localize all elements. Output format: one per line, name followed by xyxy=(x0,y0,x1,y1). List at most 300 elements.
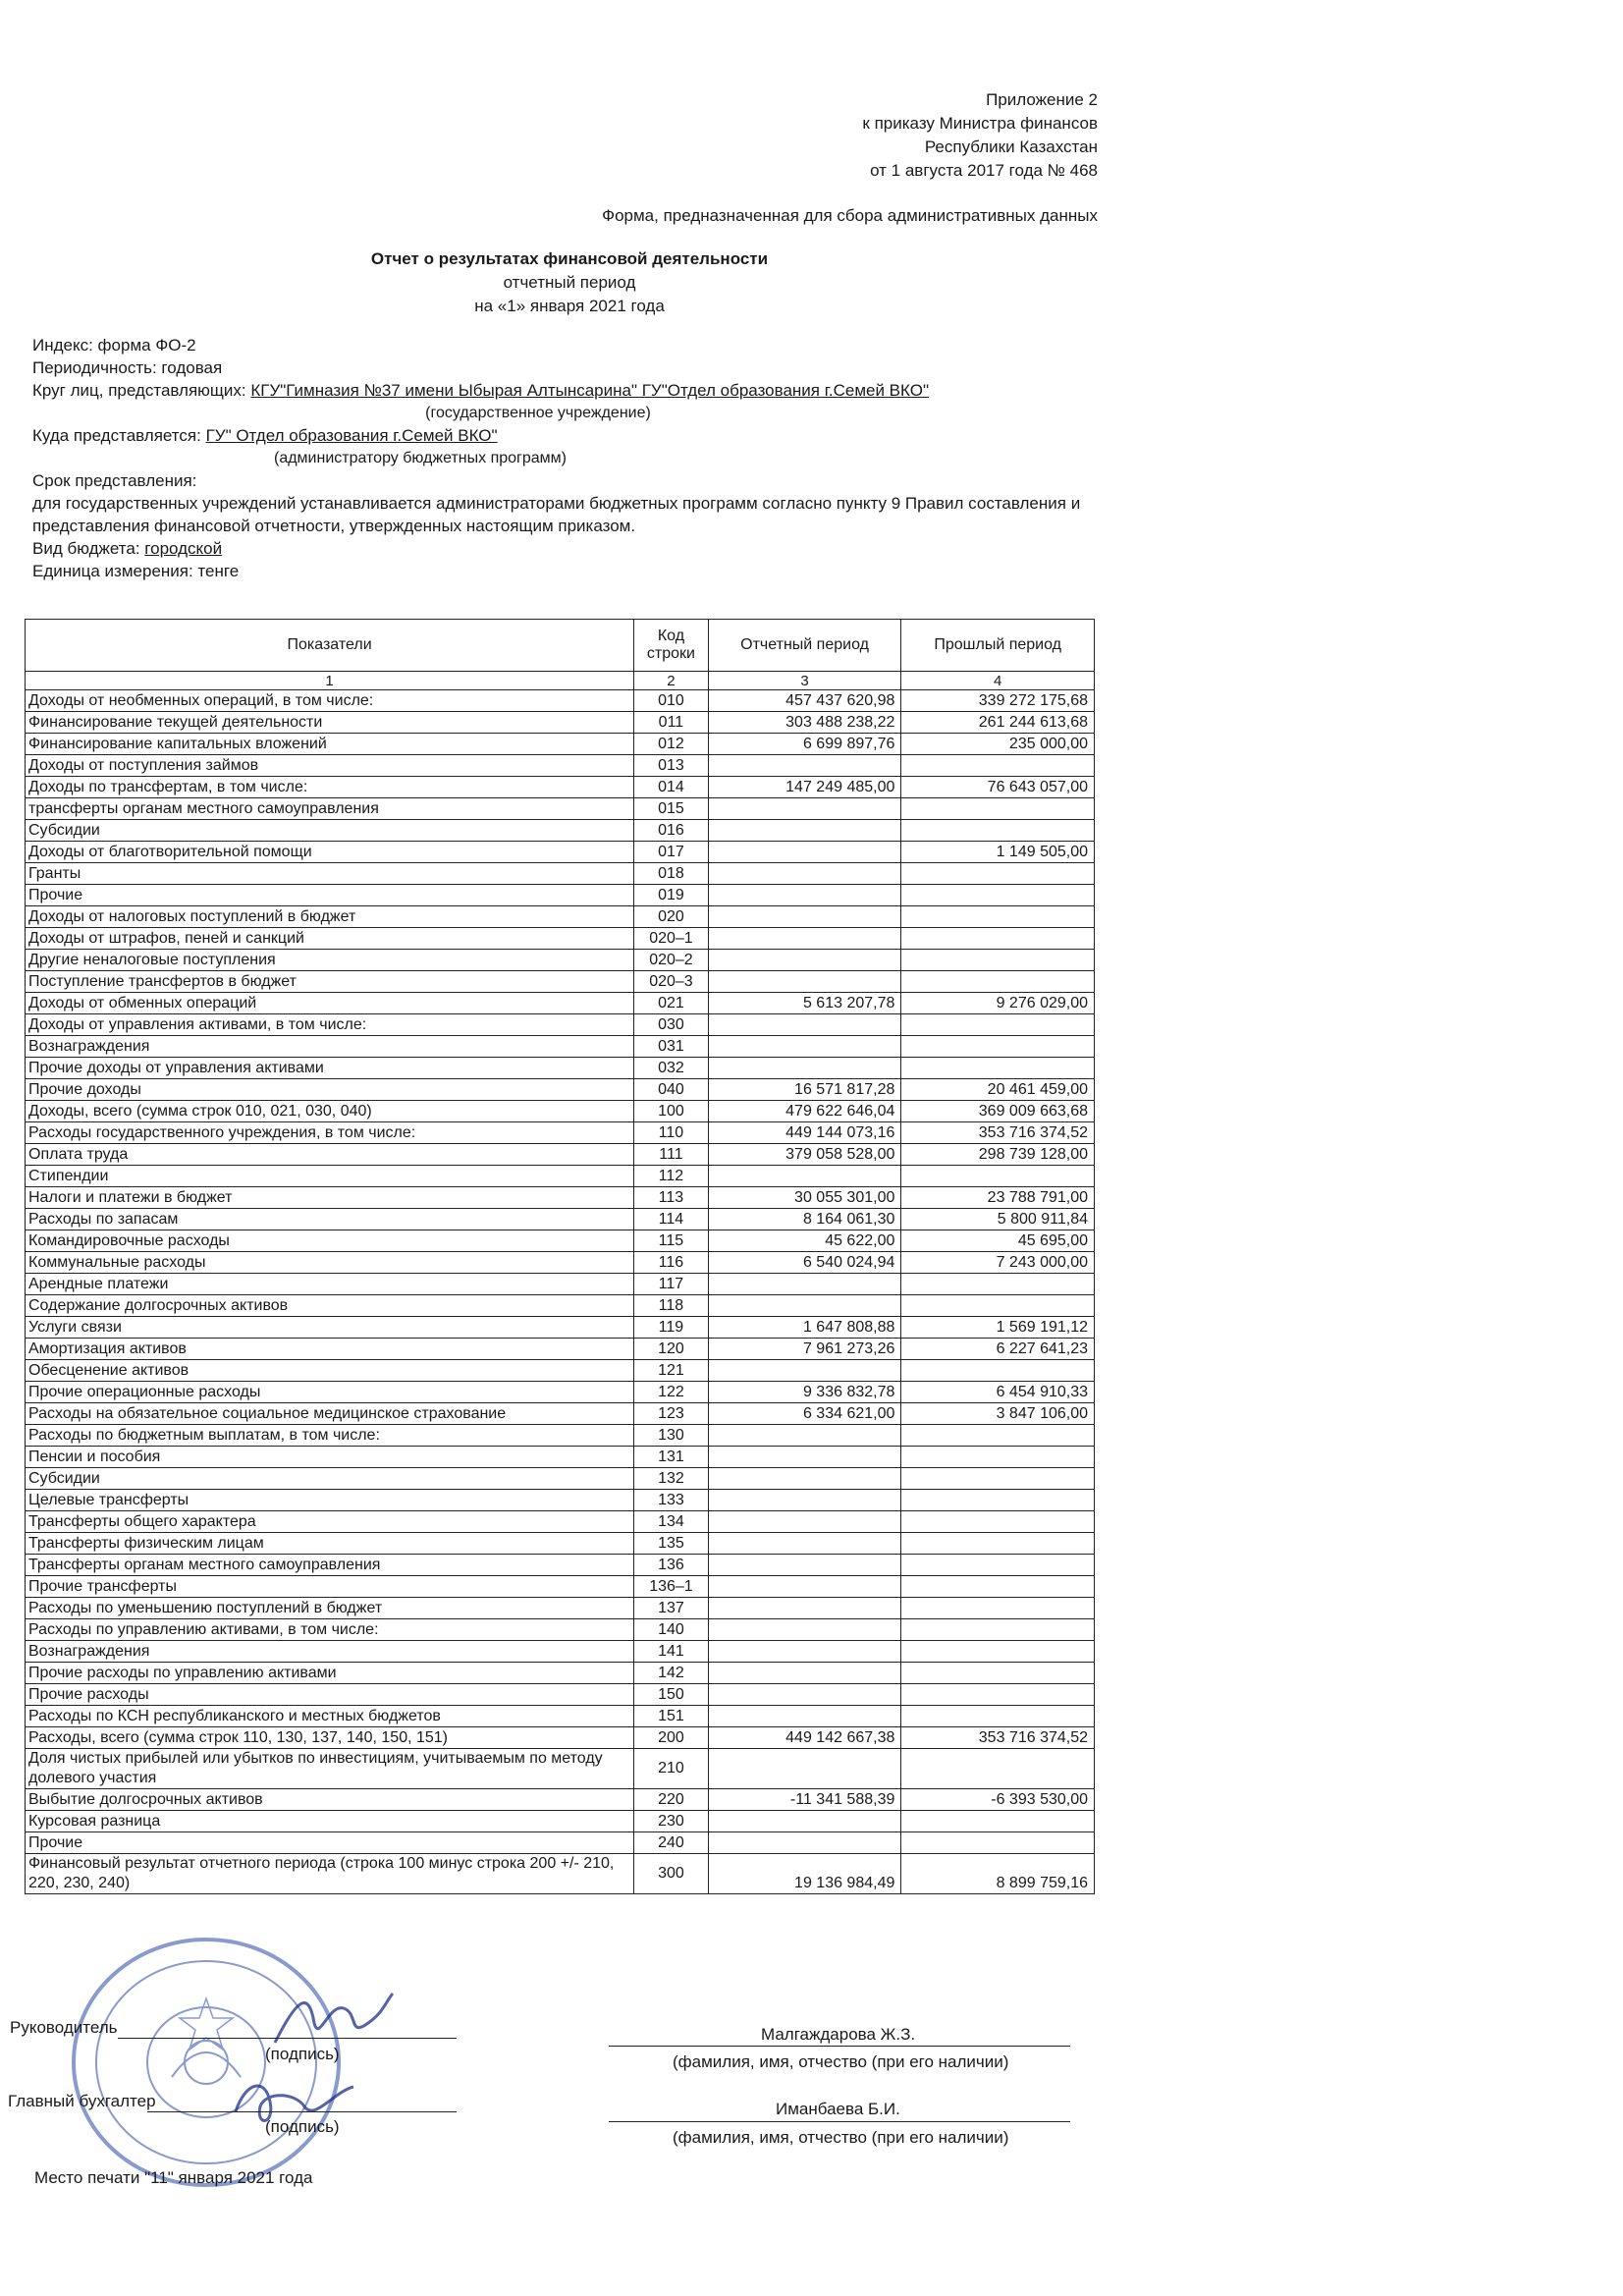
current-period-cell xyxy=(708,1619,901,1641)
current-period-cell xyxy=(708,1598,901,1619)
code-cell: 122 xyxy=(634,1382,709,1403)
previous-period-cell xyxy=(901,1749,1095,1789)
indicator-cell: Гранты xyxy=(26,863,634,885)
indicator-cell: Стипендии xyxy=(26,1166,634,1187)
code-cell: 136 xyxy=(634,1555,709,1576)
table-row xyxy=(26,1832,1095,1854)
current-period-cell xyxy=(708,798,901,820)
head-fio-note: (фамилия, имя, отчество (при его наличии) xyxy=(673,2052,1009,2071)
current-period-cell xyxy=(708,1533,901,1555)
current-period-cell xyxy=(708,1811,901,1832)
current-period-cell: 6 699 897,76 xyxy=(708,734,901,755)
code-cell: 032 xyxy=(634,1058,709,1079)
meta-circle-value: КГУ"Гимназия №37 имени Ыбырая Алтынсарина" ГУ"Отдел образования г.Семей ВКО" xyxy=(250,381,929,400)
code-cell: 017 xyxy=(634,842,709,863)
table-colnum-row xyxy=(26,672,1095,690)
indicator-cell: Трансферты физическим лицам xyxy=(26,1533,634,1555)
meta-circle-note: (государственное учреждение) xyxy=(425,405,651,421)
table-row xyxy=(26,1122,1095,1144)
previous-period-cell xyxy=(901,863,1095,885)
indicator-cell: Доходы от поступления займов xyxy=(26,755,634,777)
code-cell: 132 xyxy=(634,1468,709,1490)
meta-circle-label: Круг лиц, представляющих: xyxy=(32,381,251,400)
meta-budget xyxy=(32,537,1103,560)
current-period-cell: 147 249 485,00 xyxy=(708,777,901,798)
meta-unit: Единица измерения: тенге xyxy=(32,562,240,580)
table-row xyxy=(26,1144,1095,1166)
current-period-cell xyxy=(708,1511,901,1533)
current-period-cell: 479 622 646,04 xyxy=(708,1101,901,1122)
code-cell: 010 xyxy=(634,690,709,712)
previous-period-cell xyxy=(901,1468,1095,1490)
current-period-cell xyxy=(708,1555,901,1576)
indicator-cell: Прочие xyxy=(26,1832,634,1854)
code-cell: 123 xyxy=(634,1403,709,1425)
table-row xyxy=(26,1317,1095,1339)
table-row xyxy=(26,971,1095,993)
code-cell: 114 xyxy=(634,1209,709,1230)
current-period-cell: 6 540 024,94 xyxy=(708,1252,901,1274)
current-period-cell: 19 136 984,49 xyxy=(708,1854,901,1894)
code-cell: 020 xyxy=(634,906,709,928)
indicator-cell: Доходы от необменных операций, в том числе: xyxy=(26,690,634,712)
report-title: Отчет о результатах финансовой деятельности xyxy=(370,249,769,268)
current-period-cell xyxy=(708,928,901,950)
code-cell: 014 xyxy=(634,777,709,798)
table-row xyxy=(26,950,1095,971)
indicator-cell: Прочие расходы xyxy=(26,1684,634,1706)
previous-period-cell: 353 716 374,52 xyxy=(901,1727,1095,1749)
previous-period-cell: 339 272 175,68 xyxy=(901,690,1095,712)
current-period-cell xyxy=(708,1641,901,1663)
previous-period-cell: 3 847 106,00 xyxy=(901,1403,1095,1425)
current-period-cell xyxy=(708,950,901,971)
table-row xyxy=(26,1425,1095,1447)
table-row xyxy=(26,777,1095,798)
meta-where-label: Куда представляется: xyxy=(32,426,206,445)
table-row xyxy=(26,1555,1095,1576)
code-cell: 118 xyxy=(634,1295,709,1317)
indicator-cell: Обесценение активов xyxy=(26,1360,634,1382)
indicator-cell: Выбытие долгосрочных активов xyxy=(26,1789,634,1811)
previous-period-cell: 6 454 910,33 xyxy=(901,1382,1095,1403)
table-row xyxy=(26,820,1095,842)
current-period-cell: 449 144 073,16 xyxy=(708,1122,901,1144)
indicator-cell: Пенсии и пособия xyxy=(26,1447,634,1468)
table-row xyxy=(26,734,1095,755)
code-cell: 016 xyxy=(634,820,709,842)
meta-periodicity: Периодичность: годовая xyxy=(32,358,223,377)
indicator-cell: Арендные платежи xyxy=(26,1274,634,1295)
table-row xyxy=(26,1339,1095,1360)
table-header-row xyxy=(26,620,1095,672)
current-period-cell: 1 647 808,88 xyxy=(708,1317,901,1339)
code-cell: 230 xyxy=(634,1811,709,1832)
previous-period-cell: 8 899 759,16 xyxy=(901,1854,1095,1894)
appendix-header xyxy=(862,88,1098,183)
code-cell: 151 xyxy=(634,1706,709,1727)
indicator-cell: Прочие доходы xyxy=(26,1079,634,1101)
current-period-cell: 7 961 273,26 xyxy=(708,1339,901,1360)
indicator-cell: Содержание долгосрочных активов xyxy=(26,1295,634,1317)
meta-where-value: ГУ" Отдел образования г.Семей ВКО" xyxy=(205,426,498,445)
current-period-cell: -11 341 588,39 xyxy=(708,1789,901,1811)
indicator-cell: Командировочные расходы xyxy=(26,1230,634,1252)
indicator-cell: Коммунальные расходы xyxy=(26,1252,634,1274)
table-row xyxy=(26,1252,1095,1274)
current-period-cell xyxy=(708,1058,901,1079)
indicator-cell: Поступление трансфертов в бюджет xyxy=(26,971,634,993)
accountant-sign-line xyxy=(147,2111,457,2112)
table-row xyxy=(26,1854,1095,1894)
table-row xyxy=(26,863,1095,885)
head-sign-line xyxy=(118,2038,457,2039)
table-row xyxy=(26,1641,1095,1663)
previous-period-cell xyxy=(901,1706,1095,1727)
previous-period-cell: 369 009 663,68 xyxy=(901,1101,1095,1122)
accountant-label: Главный бухгалтер xyxy=(8,2092,156,2110)
current-period-cell: 6 334 621,00 xyxy=(708,1403,901,1425)
code-cell: 100 xyxy=(634,1101,709,1122)
previous-period-cell xyxy=(901,1832,1095,1854)
table-row xyxy=(26,1274,1095,1295)
indicator-cell: Амортизация активов xyxy=(26,1339,634,1360)
appendix-line: Республики Казахстан xyxy=(924,137,1098,156)
previous-period-cell xyxy=(901,1425,1095,1447)
current-period-cell xyxy=(708,971,901,993)
code-cell: 150 xyxy=(634,1684,709,1706)
previous-period-cell xyxy=(901,950,1095,971)
table-row xyxy=(26,1468,1095,1490)
current-period-cell: 449 142 667,38 xyxy=(708,1727,901,1749)
table-row xyxy=(26,1230,1095,1252)
code-cell: 120 xyxy=(634,1339,709,1360)
code-cell: 133 xyxy=(634,1490,709,1511)
current-period-cell xyxy=(708,1832,901,1854)
indicator-cell: Трансферты органам местного самоуправления xyxy=(26,1555,634,1576)
colnum-4: 4 xyxy=(901,672,1095,690)
code-cell: 130 xyxy=(634,1425,709,1447)
code-cell: 140 xyxy=(634,1619,709,1641)
current-period-cell xyxy=(708,1447,901,1468)
previous-period-cell: 1 149 505,00 xyxy=(901,842,1095,863)
meta-where xyxy=(32,424,1103,447)
code-cell: 136–1 xyxy=(634,1576,709,1598)
table-row xyxy=(26,993,1095,1014)
indicator-cell: Прочие доходы от управления активами xyxy=(26,1058,634,1079)
code-cell: 210 xyxy=(634,1749,709,1789)
indicator-cell: Другие неналоговые поступления xyxy=(26,950,634,971)
indicator-cell: Финансовый результат отчетного периода (строка 100 минус строка 200 +/- 210, 220, 230, 240) xyxy=(26,1854,634,1894)
table-row xyxy=(26,1511,1095,1533)
current-period-cell xyxy=(708,885,901,906)
previous-period-cell xyxy=(901,1166,1095,1187)
table-row xyxy=(26,1209,1095,1230)
current-period-cell xyxy=(708,906,901,928)
previous-period-cell: 235 000,00 xyxy=(901,734,1095,755)
code-cell: 031 xyxy=(634,1036,709,1058)
report-meta xyxy=(32,334,1103,582)
meta-budget-value: городской xyxy=(144,539,223,558)
table-row xyxy=(26,1382,1095,1403)
current-period-cell xyxy=(708,1295,901,1317)
code-cell: 220 xyxy=(634,1789,709,1811)
table-row xyxy=(26,1576,1095,1598)
meta-circle xyxy=(32,379,1103,402)
code-cell: 111 xyxy=(634,1144,709,1166)
report-period-date: на «1» января 2021 года xyxy=(474,297,665,315)
previous-period-cell: 6 227 641,23 xyxy=(901,1339,1095,1360)
previous-period-cell: 23 788 791,00 xyxy=(901,1187,1095,1209)
previous-period-cell: 45 695,00 xyxy=(901,1230,1095,1252)
code-cell: 134 xyxy=(634,1511,709,1533)
meta-index: Индекс: форма ФО-2 xyxy=(32,336,196,355)
accountant-fio-note: (фамилия, имя, отчество (при его наличии) xyxy=(673,2128,1009,2147)
indicator-cell: Расходы по запасам xyxy=(26,1209,634,1230)
current-period-cell: 16 571 817,28 xyxy=(708,1079,901,1101)
current-period-cell: 8 164 061,30 xyxy=(708,1209,901,1230)
previous-period-cell: -6 393 530,00 xyxy=(901,1789,1095,1811)
previous-period-cell: 7 243 000,00 xyxy=(901,1252,1095,1274)
table-row xyxy=(26,798,1095,820)
code-cell: 011 xyxy=(634,712,709,734)
previous-period-cell xyxy=(901,1619,1095,1641)
current-period-cell xyxy=(708,1274,901,1295)
meta-budget-label: Вид бюджета: xyxy=(32,539,145,558)
header-indicators: Показатели xyxy=(26,620,634,672)
previous-period-cell: 9 276 029,00 xyxy=(901,993,1095,1014)
current-period-cell: 30 055 301,00 xyxy=(708,1187,901,1209)
previous-period-cell xyxy=(901,1684,1095,1706)
indicator-cell: Расходы, всего (сумма строк 110, 130, 137, 140, 150, 151) xyxy=(26,1727,634,1749)
previous-period-cell: 261 244 613,68 xyxy=(901,712,1095,734)
current-period-cell xyxy=(708,1684,901,1706)
previous-period-cell xyxy=(901,1598,1095,1619)
indicator-cell: Вознаграждения xyxy=(26,1036,634,1058)
table-row xyxy=(26,1295,1095,1317)
previous-period-cell: 20 461 459,00 xyxy=(901,1079,1095,1101)
code-cell: 020–2 xyxy=(634,950,709,971)
indicator-cell: Доходы от штрафов, пеней и санкций xyxy=(26,928,634,950)
indicator-cell: Курсовая разница xyxy=(26,1811,634,1832)
current-period-cell xyxy=(708,842,901,863)
previous-period-cell xyxy=(901,1447,1095,1468)
code-cell: 300 xyxy=(634,1854,709,1894)
indicator-cell: Расходы по КСН республиканского и местных бюджетов xyxy=(26,1706,634,1727)
current-period-cell: 9 336 832,78 xyxy=(708,1382,901,1403)
code-cell: 121 xyxy=(634,1360,709,1382)
table-row xyxy=(26,1598,1095,1619)
previous-period-cell: 298 739 128,00 xyxy=(901,1144,1095,1166)
previous-period-cell xyxy=(901,1490,1095,1511)
indicator-cell: Доходы, всего (сумма строк 010, 021, 030, 040) xyxy=(26,1101,634,1122)
table-row xyxy=(26,712,1095,734)
indicator-cell: трансферты органам местного самоуправления xyxy=(26,798,634,820)
current-period-cell: 303 488 238,22 xyxy=(708,712,901,734)
report-title-block xyxy=(324,247,815,318)
current-period-cell xyxy=(708,755,901,777)
code-cell: 116 xyxy=(634,1252,709,1274)
indicator-cell: Расходы на обязательное социальное медицинское страхование xyxy=(26,1403,634,1425)
code-cell: 013 xyxy=(634,755,709,777)
head-sign-note: (подпись) xyxy=(265,2045,340,2063)
previous-period-cell xyxy=(901,1533,1095,1555)
table-row xyxy=(26,1360,1095,1382)
code-cell: 112 xyxy=(634,1166,709,1187)
code-cell: 113 xyxy=(634,1187,709,1209)
indicator-cell: Финансирование текущей деятельности xyxy=(26,712,634,734)
indicator-cell: Субсидии xyxy=(26,820,634,842)
code-cell: 200 xyxy=(634,1727,709,1749)
indicator-cell: Доходы по трансфертам, в том числе: xyxy=(26,777,634,798)
table-row xyxy=(26,906,1095,928)
colnum-2: 2 xyxy=(634,672,709,690)
code-cell: 142 xyxy=(634,1663,709,1684)
indicator-cell: Прочие расходы по управлению активами xyxy=(26,1663,634,1684)
previous-period-cell xyxy=(901,1511,1095,1533)
accountant-sign-note: (подпись) xyxy=(265,2117,340,2136)
head-label: Руководитель xyxy=(10,2018,118,2037)
report-period-label: отчетный период xyxy=(503,273,636,292)
indicator-cell: Трансферты общего характера xyxy=(26,1511,634,1533)
previous-period-cell xyxy=(901,1360,1095,1382)
previous-period-cell: 353 716 374,52 xyxy=(901,1122,1095,1144)
previous-period-cell xyxy=(901,1014,1095,1036)
indicator-cell: Прочие операционные расходы xyxy=(26,1382,634,1403)
header-previous-period: Прошлый период xyxy=(901,620,1095,672)
table-row xyxy=(26,755,1095,777)
code-cell: 115 xyxy=(634,1230,709,1252)
header-code: Код строки xyxy=(634,620,709,672)
previous-period-cell xyxy=(901,1295,1095,1317)
code-cell: 240 xyxy=(634,1832,709,1854)
indicator-cell: Услуги связи xyxy=(26,1317,634,1339)
previous-period-cell: 1 569 191,12 xyxy=(901,1317,1095,1339)
current-period-cell xyxy=(708,820,901,842)
meta-deadline-label: Срок представления: xyxy=(32,471,197,490)
previous-period-cell xyxy=(901,885,1095,906)
current-period-cell: 457 437 620,98 xyxy=(708,690,901,712)
current-period-cell xyxy=(708,1490,901,1511)
head-name: Малгаждарова Ж.З. xyxy=(761,2025,916,2044)
table-row xyxy=(26,928,1095,950)
current-period-cell xyxy=(708,1749,901,1789)
table-row xyxy=(26,842,1095,863)
code-cell: 141 xyxy=(634,1641,709,1663)
signatures-block xyxy=(0,2003,1623,2200)
code-cell: 119 xyxy=(634,1317,709,1339)
table-row xyxy=(26,1789,1095,1811)
indicator-cell: Расходы по уменьшению поступлений в бюджет xyxy=(26,1598,634,1619)
table-row xyxy=(26,1663,1095,1684)
appendix-line: к приказу Министра финансов xyxy=(862,114,1098,133)
table-row xyxy=(26,1706,1095,1727)
indicator-cell: Доходы от обменных операций xyxy=(26,993,634,1014)
current-period-cell xyxy=(708,1360,901,1382)
previous-period-cell xyxy=(901,820,1095,842)
table-row xyxy=(26,1187,1095,1209)
code-cell: 021 xyxy=(634,993,709,1014)
table-row xyxy=(26,1166,1095,1187)
table-row xyxy=(26,1036,1095,1058)
financial-results-table xyxy=(25,619,1095,1894)
previous-period-cell xyxy=(901,1274,1095,1295)
table-row xyxy=(26,1684,1095,1706)
previous-period-cell xyxy=(901,1663,1095,1684)
colnum-3: 3 xyxy=(708,672,901,690)
code-cell: 030 xyxy=(634,1014,709,1036)
indicator-cell: Доля чистых прибылей или убытков по инвестициям, учитываемым по методу долевого участия xyxy=(26,1749,634,1789)
table-row xyxy=(26,1749,1095,1789)
indicator-cell: Прочие xyxy=(26,885,634,906)
current-period-cell xyxy=(708,1425,901,1447)
appendix-line: Приложение 2 xyxy=(986,90,1098,109)
code-cell: 020–1 xyxy=(634,928,709,950)
current-period-cell: 45 622,00 xyxy=(708,1230,901,1252)
code-cell: 015 xyxy=(634,798,709,820)
previous-period-cell xyxy=(901,971,1095,993)
code-cell: 019 xyxy=(634,885,709,906)
current-period-cell xyxy=(708,1014,901,1036)
previous-period-cell xyxy=(901,1555,1095,1576)
table-row xyxy=(26,1403,1095,1425)
code-cell: 020–3 xyxy=(634,971,709,993)
table-row xyxy=(26,1447,1095,1468)
code-cell: 137 xyxy=(634,1598,709,1619)
table-row xyxy=(26,1014,1095,1036)
table-row xyxy=(26,1058,1095,1079)
previous-period-cell xyxy=(901,928,1095,950)
appendix-line: от 1 августа 2017 года № 468 xyxy=(870,161,1098,180)
previous-period-cell xyxy=(901,1576,1095,1598)
indicator-cell: Субсидии xyxy=(26,1468,634,1490)
current-period-cell xyxy=(708,1166,901,1187)
table-body xyxy=(26,690,1095,1894)
code-cell: 117 xyxy=(634,1274,709,1295)
table-row xyxy=(26,690,1095,712)
table-row xyxy=(26,1811,1095,1832)
form-purpose: Форма, предназначенная для сбора административных данных xyxy=(602,206,1098,225)
indicator-cell: Прочие трансферты xyxy=(26,1576,634,1598)
previous-period-cell xyxy=(901,755,1095,777)
table-row xyxy=(26,1619,1095,1641)
indicator-cell: Налоги и платежи в бюджет xyxy=(26,1187,634,1209)
indicator-cell: Расходы по управлению активами, в том числе: xyxy=(26,1619,634,1641)
current-period-cell xyxy=(708,1576,901,1598)
code-cell: 018 xyxy=(634,863,709,885)
meta-deadline-text: для государственных учреждений устанавливается администраторами бюджетных программ согласно пункту 9 Правил составления и представления финансовой отчетности, утвержденных настоящим приказом. xyxy=(32,494,1081,535)
previous-period-cell xyxy=(901,1641,1095,1663)
place-date: Место печати "11" января 2021 года xyxy=(34,2168,313,2187)
previous-period-cell xyxy=(901,798,1095,820)
meta-where-note: (администратору бюджетных программ) xyxy=(273,450,567,466)
indicator-cell: Финансирование капитальных вложений xyxy=(26,734,634,755)
table-row xyxy=(26,1490,1095,1511)
previous-period-cell: 5 800 911,84 xyxy=(901,1209,1095,1230)
previous-period-cell xyxy=(901,1058,1095,1079)
code-cell: 131 xyxy=(634,1447,709,1468)
head-name-line xyxy=(609,2046,1070,2047)
previous-period-cell xyxy=(901,1811,1095,1832)
indicator-cell: Расходы по бюджетным выплатам, в том числе: xyxy=(26,1425,634,1447)
indicator-cell: Вознаграждения xyxy=(26,1641,634,1663)
code-cell: 012 xyxy=(634,734,709,755)
table-row xyxy=(26,1533,1095,1555)
indicator-cell: Доходы от благотворительной помощи xyxy=(26,842,634,863)
indicator-cell: Доходы от управления активами, в том числе: xyxy=(26,1014,634,1036)
current-period-cell: 5 613 207,78 xyxy=(708,993,901,1014)
previous-period-cell: 76 643 057,00 xyxy=(901,777,1095,798)
